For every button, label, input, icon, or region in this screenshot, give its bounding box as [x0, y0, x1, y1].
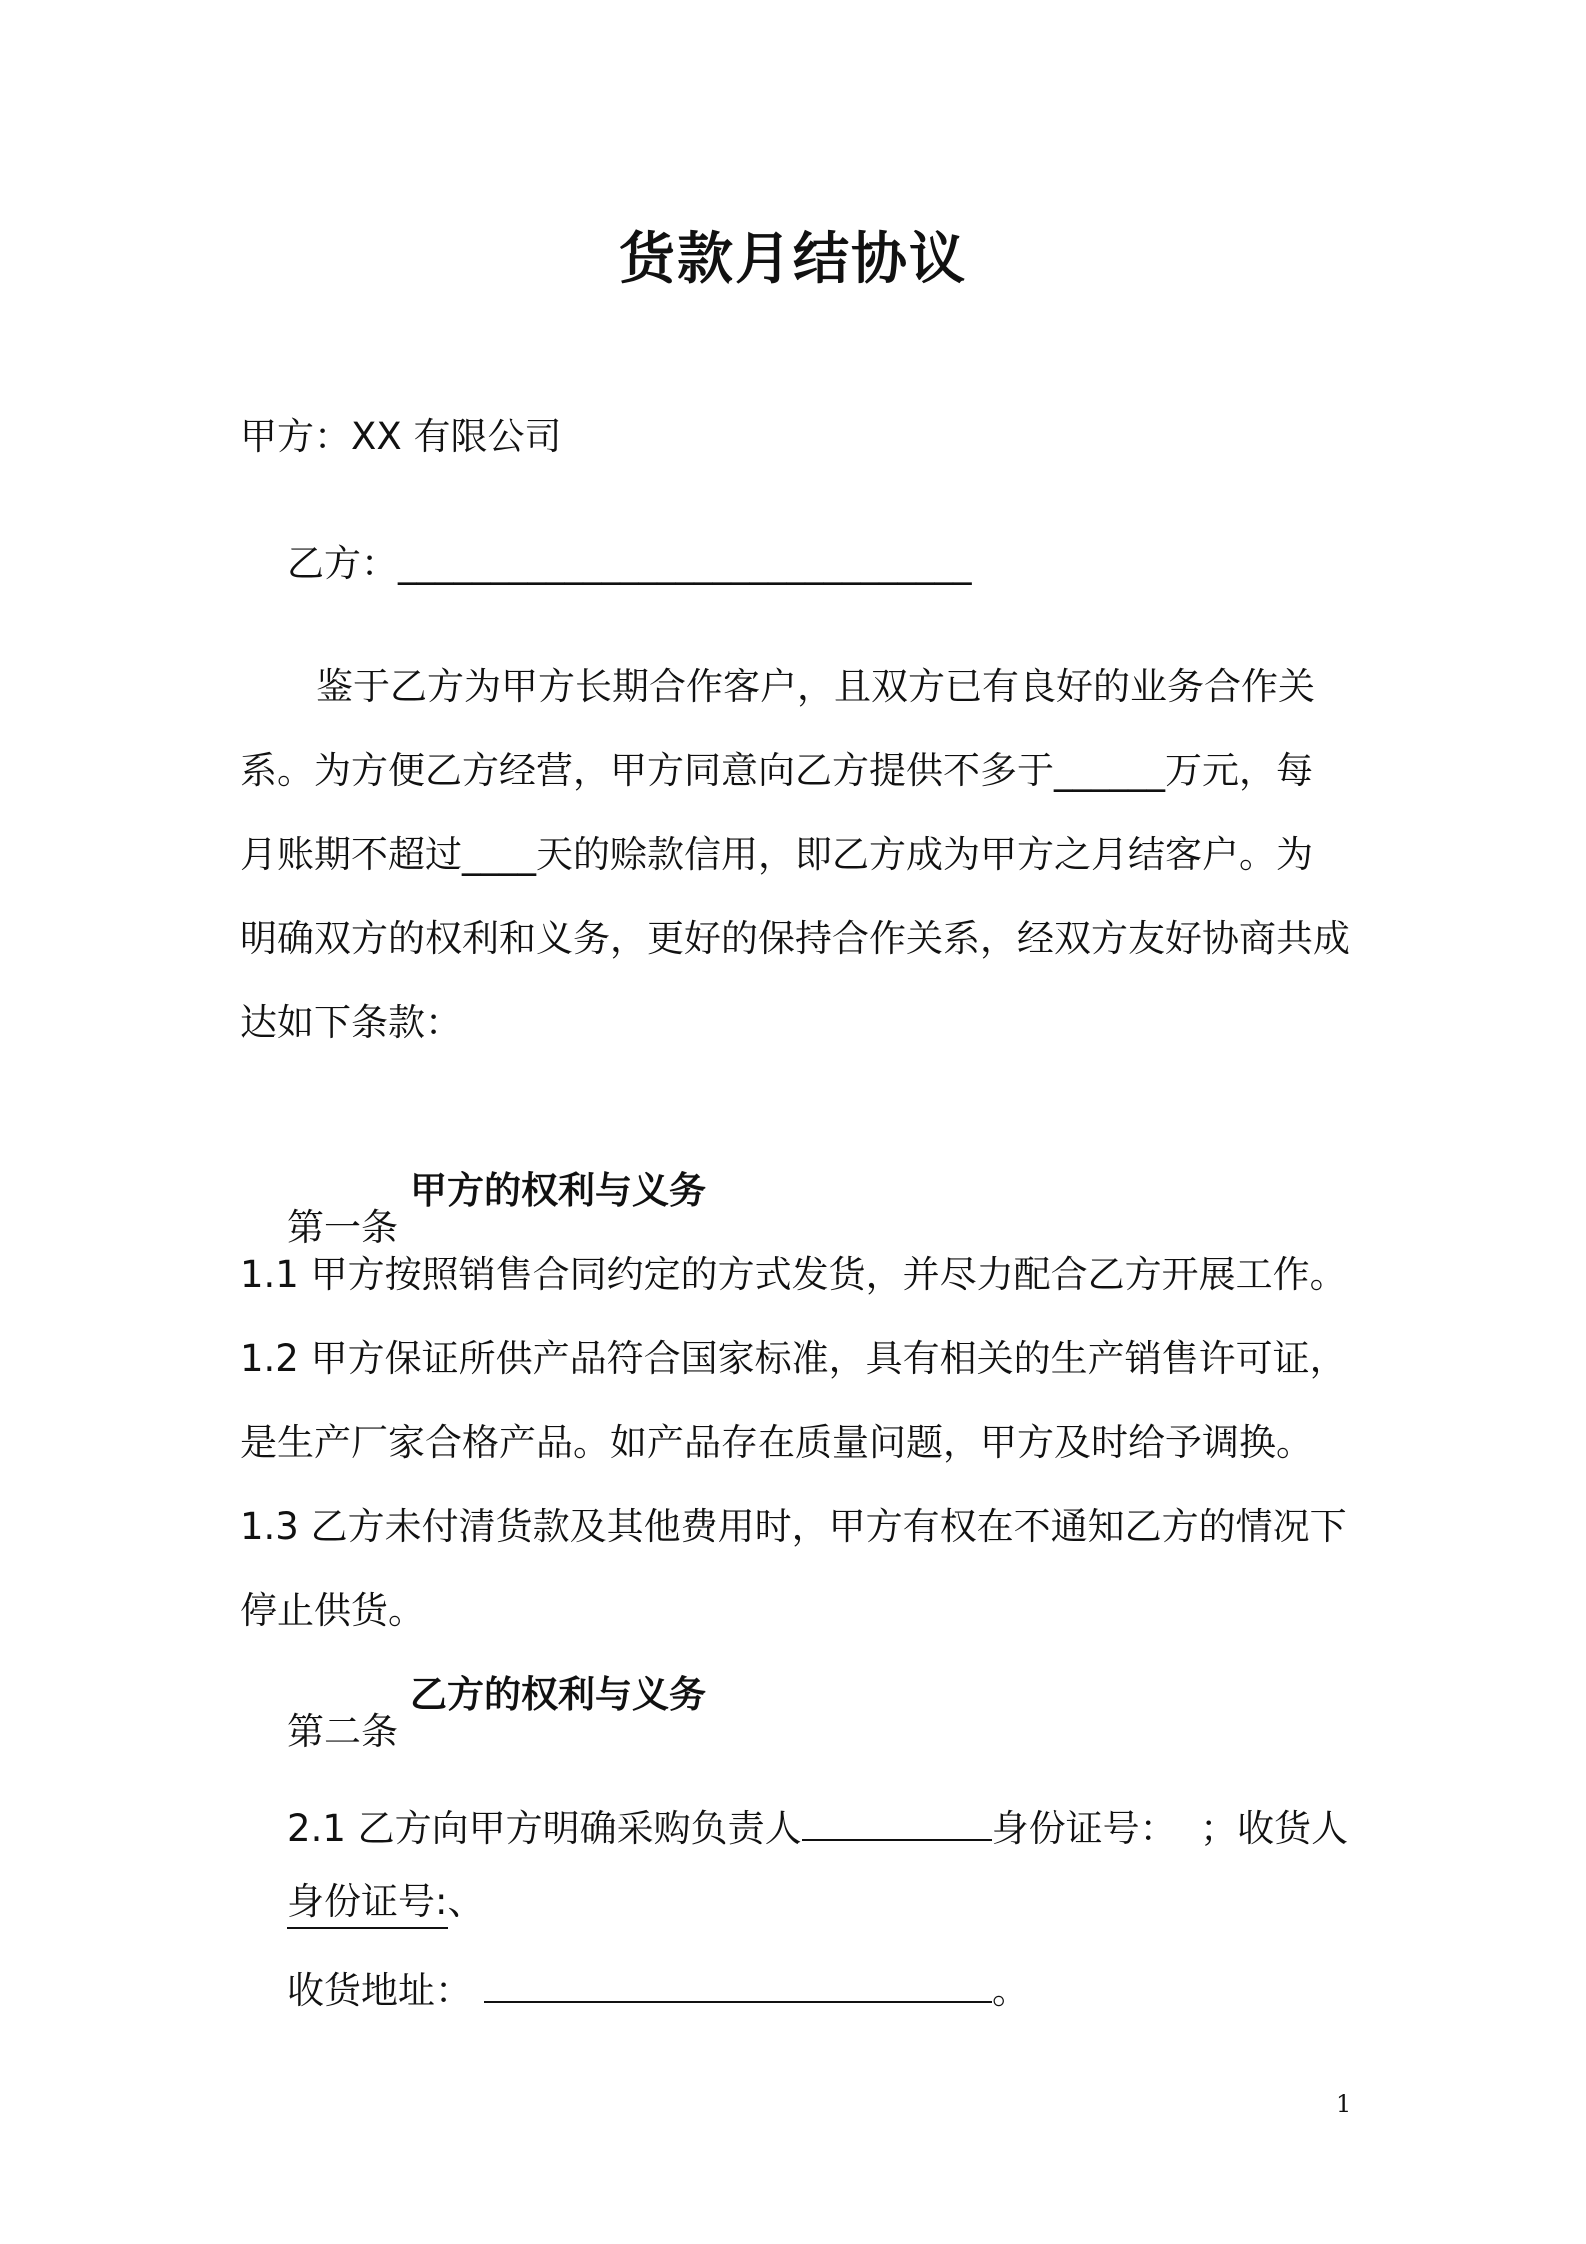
page-number: 1	[1336, 2090, 1352, 2118]
document-title: 货款月结协议	[619, 227, 967, 292]
clause-1-2: 1.2 甲方保证所供产品符合国家标准，具有相关的生产销售许可证，	[240, 1337, 1347, 1380]
address-label: 收货地址：	[287, 1969, 473, 2012]
clause-1-2-cont: 是生产厂家合格产品。如产品存在质量问题，甲方及时给予调换。	[240, 1421, 1313, 1464]
article-1-number: 第一条	[287, 1206, 399, 1249]
address-line	[240, 1930, 1029, 2046]
article-2-number: 第二条	[287, 1710, 399, 1753]
clause-1-3: 1.3 乙方未付清货款及其他费用时，甲方有权在不通知乙方的情况下	[240, 1505, 1347, 1548]
preamble-line-2: 系。为方便乙方经营，甲方同意向乙方提供不多于______万元，每	[240, 749, 1313, 792]
consignee-id-label: 身份证号:	[287, 1880, 447, 1929]
consignee-id-end: 、	[447, 1880, 485, 1923]
preamble-line-3: 月账期不超过____天的赊款信用，即乙方成为甲方之月结客户。为	[240, 833, 1313, 876]
clause-1-1: 1.1 甲方按照销售合同约定的方式发货，并尽力配合乙方开展工作。	[240, 1253, 1347, 1296]
clause-1-3-cont: 停止供货。	[240, 1589, 425, 1632]
address-end: 。	[992, 1969, 1030, 2012]
party-a-line: 甲方：XX 有限公司	[240, 415, 562, 458]
preamble-line-1: 鉴于乙方为甲方长期合作客户，且双方已有良好的业务合作关	[316, 665, 1315, 708]
address-blank	[484, 1967, 992, 2003]
article-2-title: 乙方的权利与义务	[410, 1673, 706, 1716]
article-1-title: 甲方的权利与义务	[410, 1169, 706, 1212]
article-1-heading	[240, 1169, 840, 1320]
clause-2-1-mid: 身份证号： ；收货人	[991, 1807, 1349, 1850]
party-b-blank: _______________________________	[398, 542, 972, 585]
purchaser-blank	[802, 1805, 992, 1841]
preamble-line-5: 达如下条款：	[240, 1001, 462, 1044]
party-b-label: 乙方：	[287, 542, 399, 585]
clause-2-1-start: 2.1 乙方向甲方明确采购负责人	[287, 1807, 802, 1850]
preamble-line-4: 明确双方的权利和义务，更好的保持合作关系，经双方友好协商共成	[240, 917, 1350, 960]
party-b-line	[240, 508, 972, 619]
